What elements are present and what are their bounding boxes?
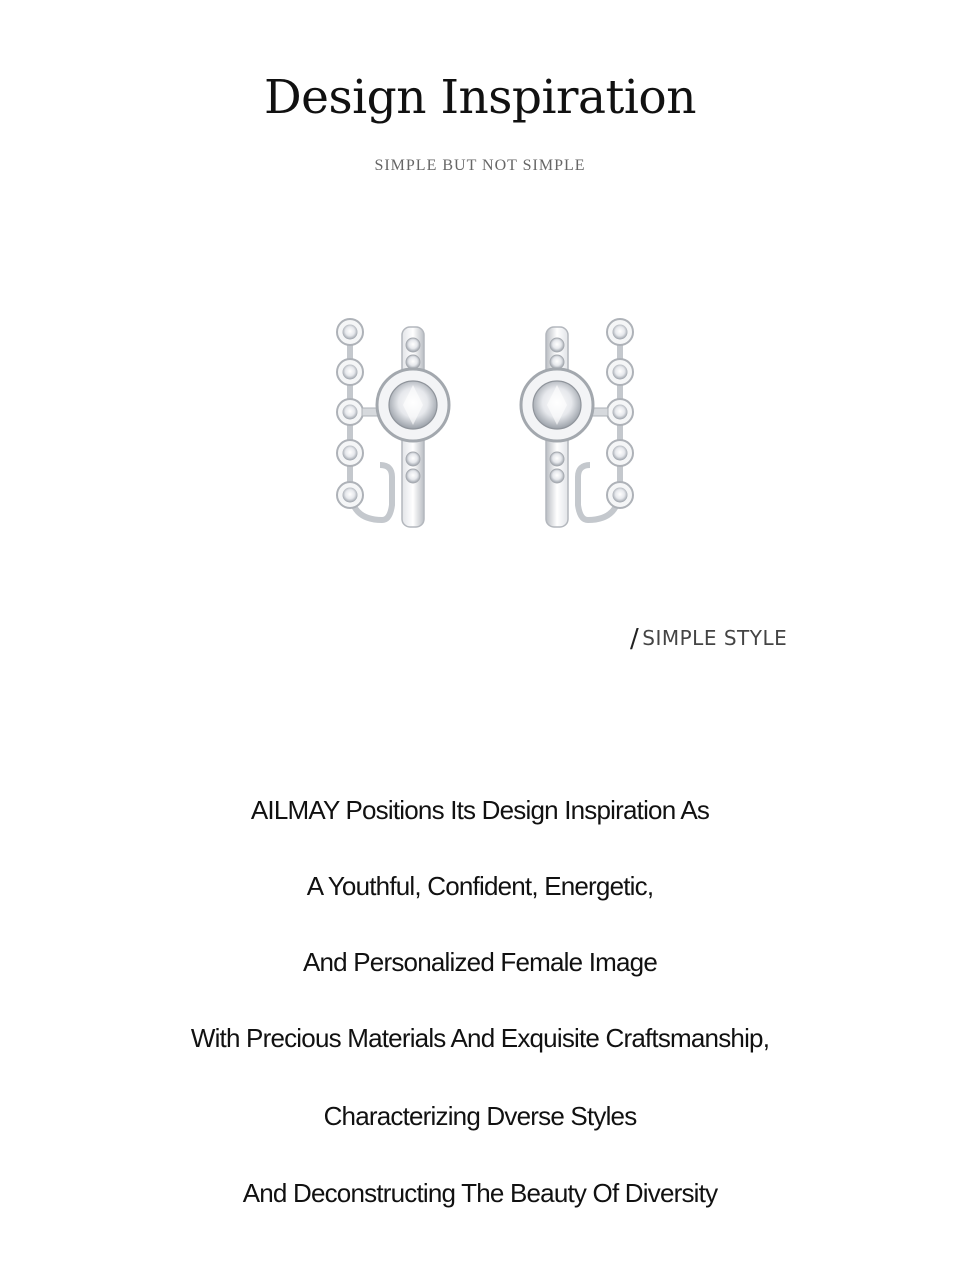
description-line: Characterizing Dverse Styles bbox=[323, 1101, 637, 1131]
style-tag-label: SIMPLE STYLE bbox=[642, 626, 788, 650]
description-line: With Precious Materials And Exquisite Craftsmanship, bbox=[190, 1023, 770, 1053]
description-line: AILMAY Positions Its Design Inspiration As bbox=[250, 795, 710, 825]
description-line: And Deconstructing The Beauty Of Diversity bbox=[242, 1178, 718, 1208]
description-block bbox=[0, 790, 960, 1249]
description-line: And Personalized Female Image bbox=[302, 947, 657, 977]
earrings-icon bbox=[320, 305, 650, 540]
style-tag-slash: / bbox=[630, 624, 640, 654]
description-line: A Youthful, Confident, Energetic, bbox=[306, 871, 654, 901]
page-title: Design Inspiration bbox=[264, 70, 696, 125]
style-tag bbox=[630, 624, 787, 654]
page-subtitle: SIMPLE BUT NOT SIMPLE bbox=[374, 157, 586, 174]
